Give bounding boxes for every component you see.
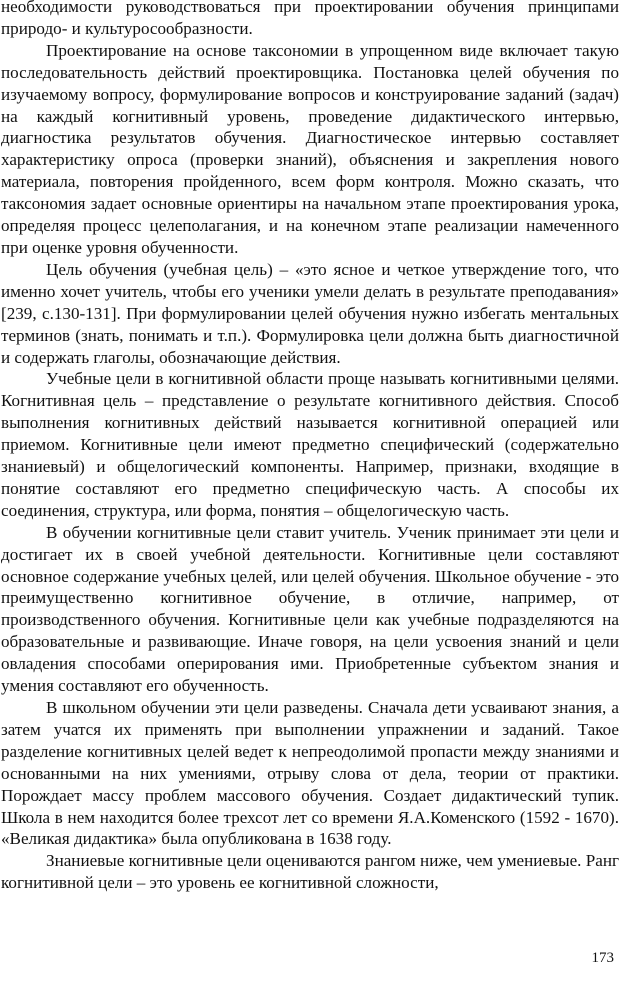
paragraph-school-learning: В школьном обучении эти цели разведены. Сначала дети усваивают знания, а затем учатся их применять при выполнении упражнении и заданий. Такое разделение когнитивных целей ведет к непреодолимой пропасти между знаниями и основанными на них умениями, отрыву слова от дела, теории от практики. Порождает массу проблем массового обучения. Создает дидактический тупик. Школа в нем находится более трехсот лет со времени Я.А.Коменского (1592 - 1670). «Великая дидактика» была опубликована в 1638 году. bbox=[1, 698, 619, 849]
paragraph-goal-rank: Знаниевые когнитивные цели оцениваются рангом ниже, чем умениевые. Ранг когнитивной цели – это уровень ее когнитивной сложности, bbox=[1, 851, 619, 893]
paragraph-taxonomy-design: Проектирование на основе таксономии в упрощенном виде включает такую последовательность действий проектировщика. Постановка целей обучения по изучаемому вопросу, формулирование вопросов и конструирование заданий (задач) на каждый когнитивный уровень, проведение дидактического интервью, диагностика результатов обучения. Диагностическое интервью составляет характеристику опроса (проверки знаний), объяснения и закрепления нового материала, повторения пройденного, всем форм контроля. Можно сказать, что таксономия задает основные ориентиры на начальном этапе проектирования урока, определяя процесс целеполагания, и на конечном этапе реализации намеченного при оценке уровня обученности. bbox=[1, 40, 619, 257]
paragraph-learning-goal: Цель обучения (учебная цель) – «это ясное и четкое утверждение того, что именно хочет учитель, чтобы его ученики умели делать в результате преподавания» [239, с.130-131]. При формулировании целей обучения нужно избегать ментальных терминов (знать, понимать и т.п.). Формулировка цели должна быть диагностичной и содержать глаголы, обозначающие действия. bbox=[1, 259, 619, 367]
paragraph-cognitive-goals: Учебные цели в когнитивной области проще называть когнитивными целями. Когнитивная цель – представление о результате когнитивного действия. Способ выполнения когнитивных действий называется когнитивной операцией или приемом. Когнитивные цели имеют предметно специфический (содержательно знаниевый) и общелогический компоненты. Например, признаки, входящие в понятие составляют его предметно специфическую часть. А способы их соединения, структура, или форма, понятия – общелогическую часть. bbox=[1, 369, 619, 520]
paragraph-teacher-goals: В обучении когнитивные цели ставит учитель. Ученик принимает эти цели и достигает их в своей учебной деятельности. Когнитивные цели составляют основное содержание учебных целей, или целей обучения. Школьное обучение - это преимущественно когнитивное обучение, в отличие, например, от производственного обучения. Когнитивные цели как учебные подразделяются на образовательные и развивающие. Иначе говоря, на цели усвоения знаний и цели овладения способами оперирования ими. Приобретенные субъектом знания и умения составляют его обученность. bbox=[1, 522, 619, 696]
paragraph-continuation: необходимости руководствоваться при проектировании обучения принципами природо- и культуросообразности. bbox=[1, 0, 619, 38]
body-text bbox=[1, 0, 619, 894]
page-number: 173 bbox=[591, 950, 614, 966]
